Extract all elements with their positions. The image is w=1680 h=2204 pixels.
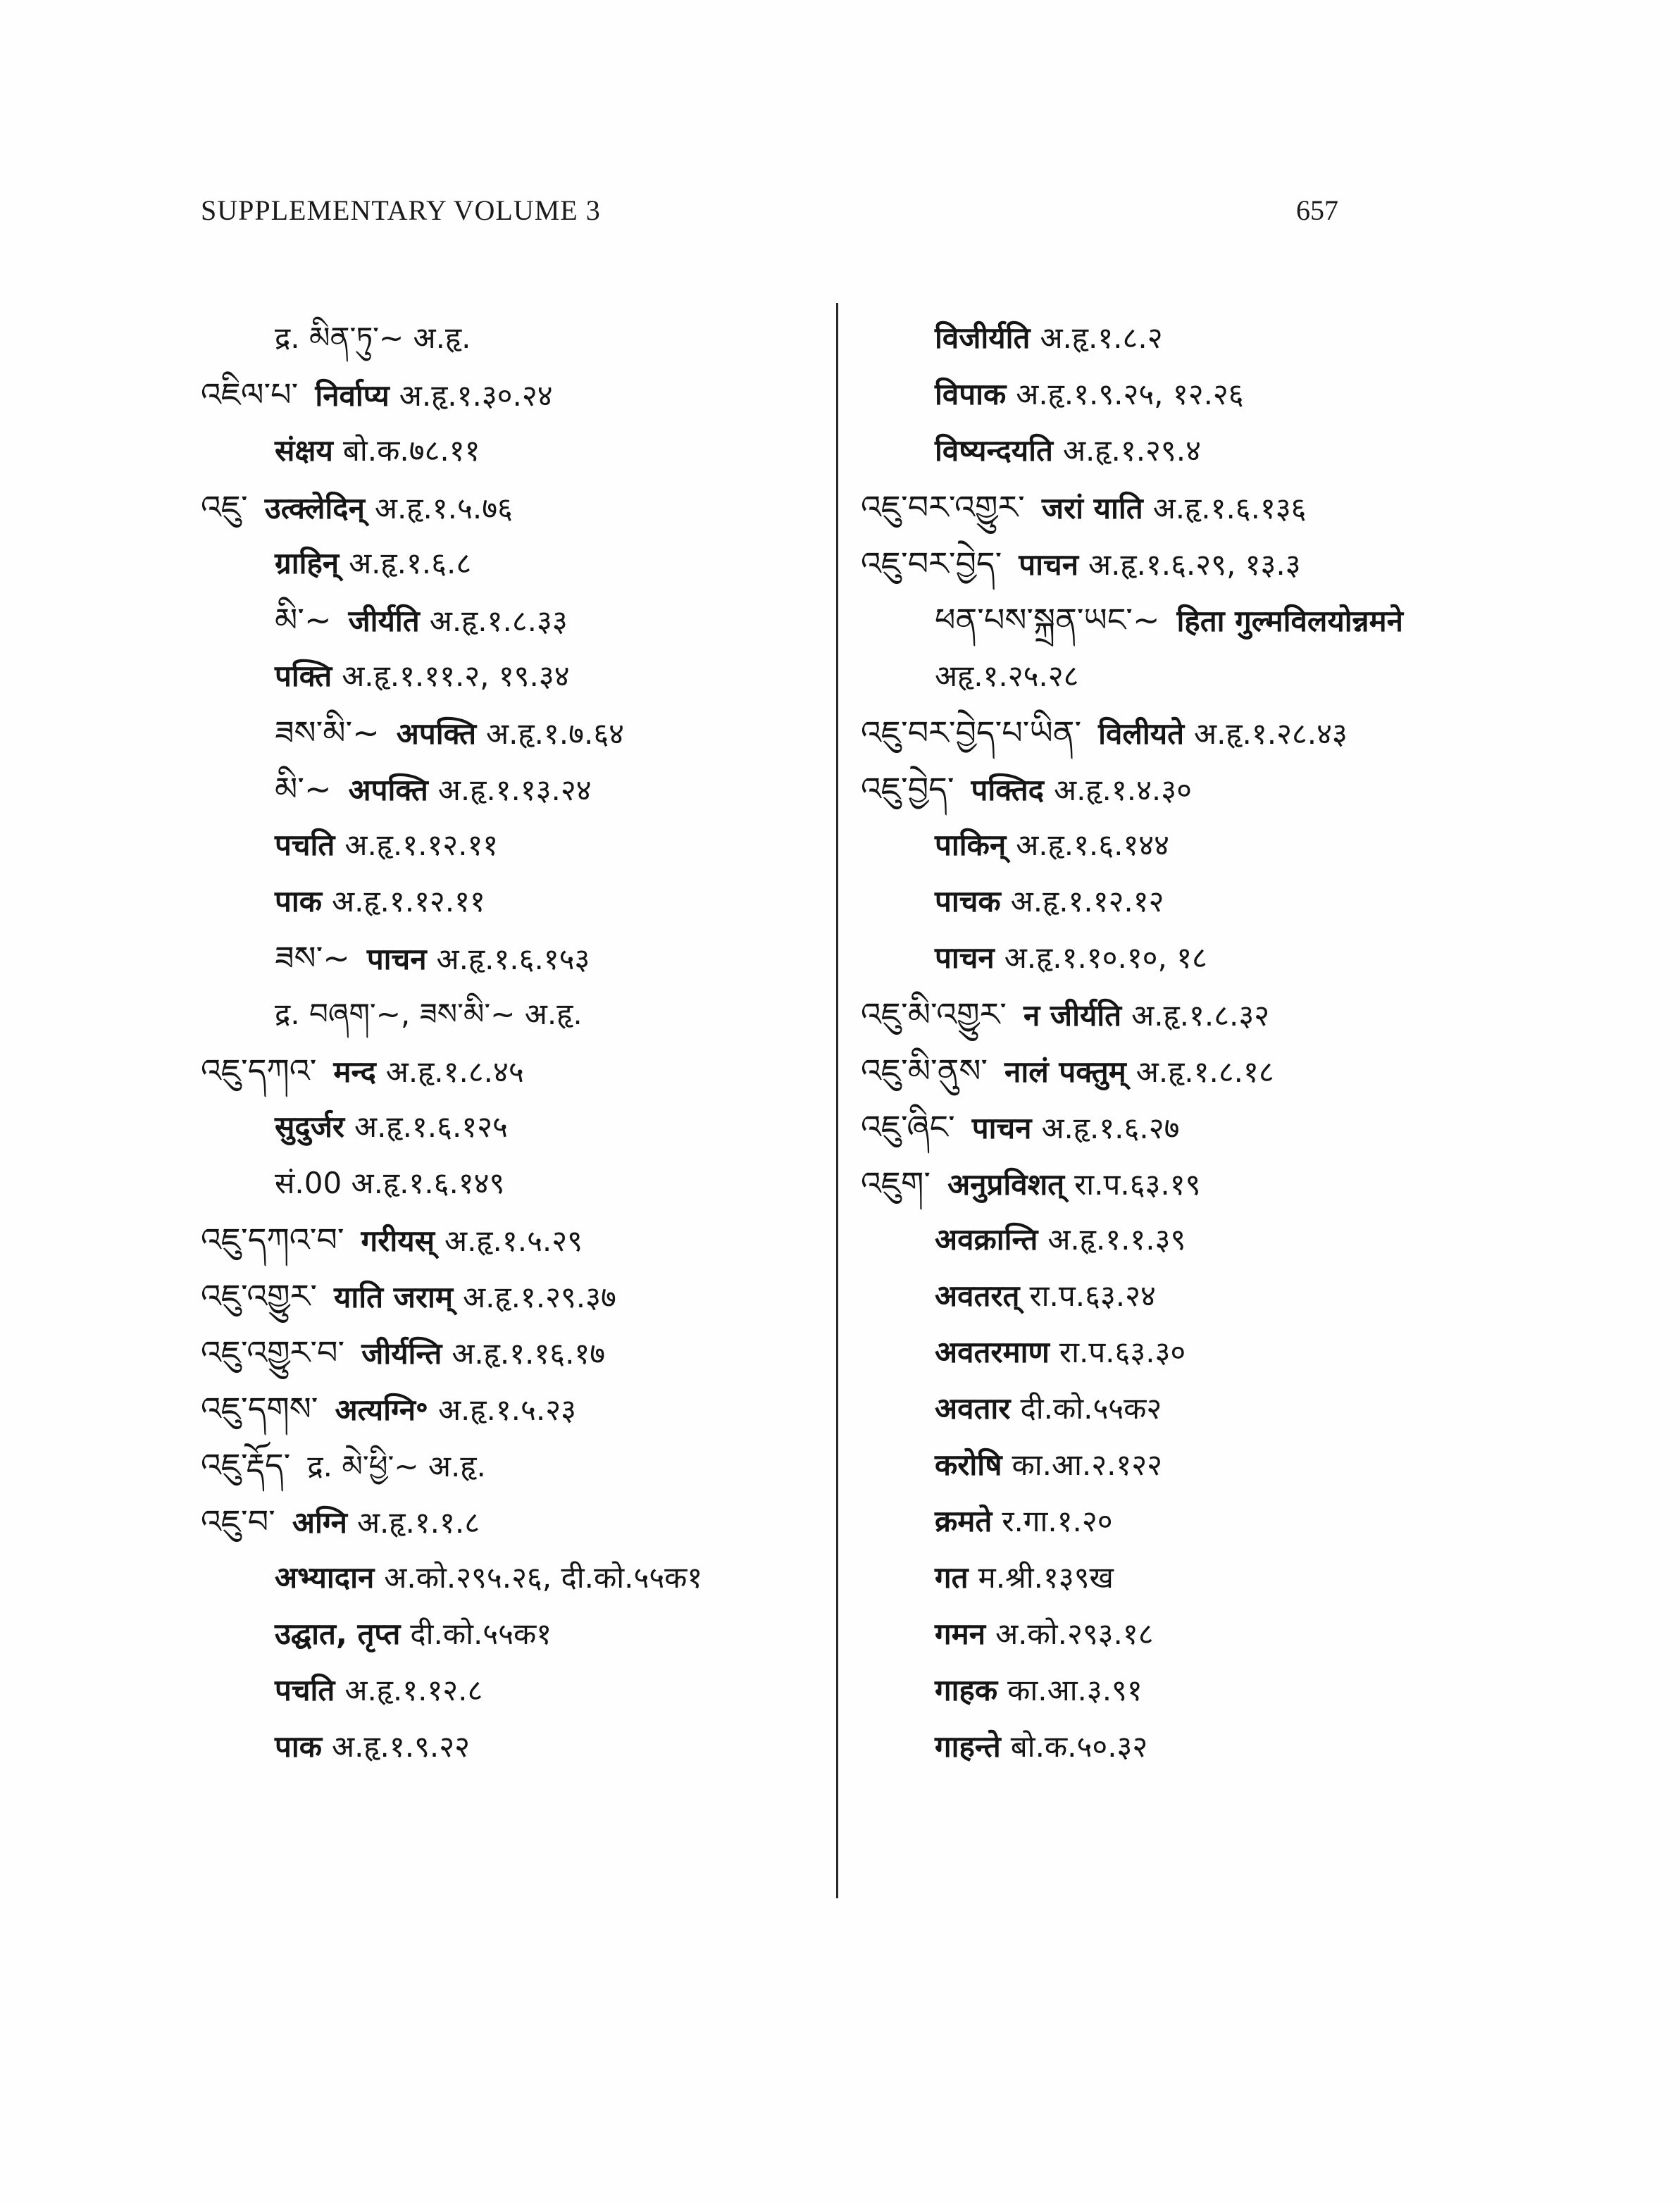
sub-entry: [201, 1662, 821, 1719]
source-reference: अ.हृ.१.५.२९: [444, 1224, 583, 1258]
sub-entry: [861, 1324, 1495, 1381]
headword-entry: [861, 986, 1495, 1042]
tibetan-term: ཕན་པས་སྐྲན་ཡང་~: [935, 601, 1160, 639]
tibetan-term: འཇུ་མི་ནུས་: [861, 1052, 988, 1090]
source-reference: अ.हृ.१.६.१५३: [436, 942, 590, 976]
tibetan-term: འཇུ་རྡོད་: [201, 1446, 291, 1484]
sanskrit-equivalent: पक्तिद: [971, 773, 1044, 807]
source-reference: अ.हृ.१.२९.३७: [463, 1280, 616, 1314]
source-reference: र.गा.१.२०: [1002, 1504, 1113, 1538]
tibetan-term: ཟས་མི་~: [275, 714, 380, 752]
tibetan-term: འཇིལ་པ་: [201, 375, 299, 413]
sanskrit-equivalent: अनुप्रविशत्: [947, 1167, 1065, 1202]
sub-entry: [861, 1268, 1495, 1324]
tibetan-term: འཇུ་བྱེད་: [861, 770, 954, 808]
sub-entry: [861, 1719, 1495, 1775]
sanskrit-equivalent: सुदुर्जर: [275, 1109, 345, 1144]
source-reference: द्र. བཞག་~, ཟས་མི་~ अ.हृ.: [275, 997, 583, 1031]
tibetan-term: འཇུ་མི་འགྱུར་: [861, 995, 1007, 1033]
sub-entry: [201, 423, 821, 479]
sanskrit-equivalent: अवतरमाण: [935, 1335, 1050, 1369]
source-reference: अ.हृ.१.१२.११: [344, 828, 499, 862]
source-reference: अ.हृ.१.१.३९: [1047, 1222, 1186, 1257]
source-reference: अ.हृ.१.६.२९, १३.३: [1088, 547, 1301, 582]
sanskrit-equivalent: विलीयते: [1098, 716, 1185, 751]
source-reference: दी.को.५५क१: [410, 1617, 552, 1651]
sub-entry: [861, 423, 1495, 479]
sanskrit-equivalent: संक्षय: [275, 433, 333, 468]
headword-entry: [201, 1493, 821, 1550]
sanskrit-equivalent: न जीर्यति: [1023, 998, 1122, 1033]
headword-entry: [861, 1042, 1495, 1099]
source-reference: अ.हृ.१.१.८: [356, 1505, 480, 1540]
sub-entry: [201, 1099, 821, 1155]
source-reference: अ.हृ.१.८.१८: [1135, 1054, 1274, 1089]
sub-entry: [201, 1155, 821, 1212]
sanskrit-equivalent: अग्नि: [292, 1505, 347, 1540]
sub-entry: [201, 704, 821, 761]
sanskrit-equivalent: पाचन: [935, 940, 995, 975]
sanskrit-equivalent: अवतार: [935, 1391, 1011, 1426]
headword-entry: [201, 1381, 821, 1437]
headword-entry: [201, 1042, 821, 1099]
source-reference: अ.हृ.१.८.३३: [429, 604, 568, 638]
source-reference: रा.प.६३.२४: [1029, 1278, 1156, 1313]
sanskrit-equivalent: पाकिन्: [935, 828, 1007, 862]
sanskrit-equivalent: निर्वाप्य: [315, 378, 390, 413]
source-reference: अ.हृ.१.३०.२४: [399, 378, 553, 413]
sanskrit-equivalent: विष्यन्दयति: [935, 433, 1053, 468]
sub-entry: [201, 817, 821, 873]
source-reference: अ.हृ.१.२८.४३: [1194, 716, 1348, 751]
sub-entry: [201, 535, 821, 592]
sanskrit-equivalent: करोषि: [935, 1447, 1002, 1482]
sub-entry: [861, 1662, 1495, 1719]
sanskrit-equivalent: गाहक: [935, 1673, 998, 1707]
page-number: 657: [1296, 194, 1338, 226]
sanskrit-equivalent: पाक: [275, 884, 322, 919]
sanskrit-equivalent: क्रमते: [935, 1504, 993, 1538]
source-reference: अ.हृ.१.४.३०: [1053, 773, 1192, 807]
sanskrit-equivalent: नालं पक्तुम्: [1004, 1054, 1126, 1089]
tibetan-term: འཇུ་བར་བྱེད་པ་ཡིན་: [861, 714, 1082, 752]
tibetan-term: ཟས་~: [275, 939, 350, 977]
headword-entry: [201, 1212, 821, 1268]
source-reference: सं.00 अ.हृ.१.६.१४९: [275, 1166, 505, 1200]
sub-entry: [201, 873, 821, 930]
tibetan-term: མི་~: [275, 601, 332, 639]
sanskrit-equivalent: पचति: [275, 1673, 335, 1707]
sub-entry: [861, 366, 1495, 423]
headword-entry: [201, 1324, 821, 1381]
tibetan-term: མི་~: [275, 770, 332, 808]
sub-entry: [201, 1719, 821, 1775]
headword-entry: [201, 366, 821, 423]
headword-entry: [201, 1268, 821, 1324]
source-reference: अ.हृ.१.६.८: [349, 546, 472, 580]
headword-entry: [861, 704, 1495, 761]
sanskrit-equivalent: गमन: [935, 1617, 986, 1651]
source-reference: अ.हृ.१.८.२: [1040, 320, 1163, 355]
sub-entry: [861, 817, 1495, 873]
left-column: [201, 310, 821, 1775]
sanskrit-equivalent: अपक्ति: [396, 716, 477, 751]
sub-entry: [861, 930, 1495, 986]
source-reference: अ.हृ.१.६.१३६: [1152, 491, 1307, 525]
source-reference: रा.प.६३.१९: [1074, 1167, 1201, 1202]
tibetan-term: འཇུ་དཀའ་བ་: [201, 1221, 344, 1259]
sanskrit-equivalent: गत: [935, 1560, 969, 1595]
sub-entry: [201, 1550, 821, 1606]
sub-entry: [201, 930, 821, 986]
source-reference: अ.हृ.१.६.१४४: [1016, 828, 1169, 862]
sub-entry: [861, 1437, 1495, 1493]
tibetan-term: འཇུ་ཞིང་: [861, 1108, 955, 1146]
headword-entry: [861, 1155, 1495, 1212]
sanskrit-equivalent: अपक्ति: [348, 773, 428, 807]
tibetan-term: འཇུ་འགྱུར་བ་: [201, 1333, 345, 1371]
source-reference: का.आ.२.१२२: [1012, 1447, 1162, 1482]
sub-entry: [201, 310, 821, 366]
sanskrit-equivalent: पाचन: [1019, 547, 1079, 582]
sanskrit-equivalent: उद्घात, तृप्त: [275, 1617, 401, 1651]
sanskrit-equivalent: जीर्यन्ति: [361, 1336, 442, 1371]
sub-entry: [201, 761, 821, 817]
sanskrit-equivalent: मन्द: [333, 1054, 376, 1089]
sanskrit-equivalent: याति जराम्: [334, 1280, 454, 1314]
source-reference: अ.हृ.१.५.७६: [374, 491, 513, 525]
sub-entry: [861, 1212, 1495, 1268]
sanskrit-equivalent: पाचक: [935, 884, 1001, 919]
source-reference: अ.हृ.१.१६.१७: [452, 1336, 606, 1371]
sub-entry: [861, 310, 1495, 366]
source-reference: रा.प.६३.३०: [1059, 1335, 1186, 1369]
source-reference: अ.हृ.१.१३.२४: [437, 773, 592, 807]
source-reference: अ.हृ.१.९.२५, १२.२६: [1016, 377, 1244, 411]
sub-entry: [201, 986, 821, 1042]
sanskrit-equivalent: गाहन्ते: [935, 1729, 1001, 1764]
headword-entry: [201, 479, 821, 535]
source-reference: अ.हृ.१.१२.८: [344, 1673, 483, 1707]
sub-entry: [201, 592, 821, 648]
sanskrit-equivalent: जरां याति: [1041, 491, 1143, 525]
sanskrit-equivalent: अभ्यादान: [275, 1560, 375, 1595]
sub-entry: [201, 648, 821, 704]
running-title: SUPPLEMENTARY VOLUME 3: [201, 194, 601, 226]
sub-entry: [861, 648, 1495, 704]
source-reference: अ.हृ.१.१०.१०, १८: [1004, 940, 1207, 975]
source-reference: अ.हृ.१.६.१२५: [354, 1109, 508, 1144]
source-reference: अ.हृ.१.१२.१२: [1010, 884, 1164, 919]
sanskrit-equivalent: पक्ति: [275, 659, 332, 693]
sub-entry: [861, 592, 1495, 648]
source-reference: द्र. མིན་ཏུ་~ अ.हृ.: [275, 320, 471, 355]
tibetan-term: འཇུ་: [201, 488, 248, 526]
sanskrit-equivalent: अत्यग्नि॰: [335, 1393, 428, 1427]
headword-entry: [861, 479, 1495, 535]
tibetan-term: འཇུ་དཀའ་: [201, 1052, 317, 1090]
tibetan-term: འཇུ་བ་: [201, 1502, 275, 1540]
tibetan-term: འཇུ་འགྱུར་: [201, 1277, 318, 1315]
sanskrit-equivalent: जीर्यति: [348, 604, 420, 638]
source-reference: का.आ.३.९१: [1007, 1673, 1143, 1707]
source-reference: अ.को.२९५.२६, दी.को.५५क१: [384, 1560, 703, 1595]
sub-entry: [201, 1606, 821, 1662]
sub-entry: [861, 1381, 1495, 1437]
tibetan-term: འཇུག་: [861, 1164, 931, 1202]
headword-entry: [201, 1437, 821, 1493]
source-reference: बो.क.७८.११: [342, 433, 480, 468]
headword-entry: [861, 761, 1495, 817]
source-reference: अ.को.२९३.१८: [995, 1617, 1154, 1651]
headword-entry: [861, 1099, 1495, 1155]
headword-entry: [861, 535, 1495, 592]
sanskrit-equivalent: पचति: [275, 828, 335, 862]
source-reference: अहृ.१.२५.२८: [935, 659, 1079, 693]
sanskrit-equivalent: विजीर्यति: [935, 320, 1031, 355]
sanskrit-equivalent: अवतरत्: [935, 1278, 1020, 1313]
sanskrit-equivalent: पाचन: [971, 1111, 1032, 1145]
source-reference: अ.हृ.१.२९.४: [1062, 433, 1201, 468]
sub-entry: [861, 873, 1495, 930]
source-reference: अ.हृ.१.५.२३: [437, 1393, 576, 1427]
source-reference: अ.हृ.१.११.२, १९.३४: [342, 659, 570, 693]
sub-entry: [861, 1493, 1495, 1550]
sub-entry: [861, 1606, 1495, 1662]
sanskrit-equivalent: पाक: [275, 1729, 322, 1764]
sanskrit-equivalent: विपाक: [935, 377, 1007, 411]
source-reference: द्र. མེ་ཕྱི་~ अ.हृ.: [307, 1449, 486, 1483]
source-reference: अ.हृ.१.९.२२: [332, 1729, 470, 1764]
sub-entry: [861, 1550, 1495, 1606]
source-reference: बो.क.५०.३२: [1010, 1729, 1148, 1764]
sanskrit-equivalent: अवक्रान्ति: [935, 1222, 1038, 1257]
right-column: [861, 310, 1495, 1775]
sanskrit-equivalent: हिता गुल्मविलयोन्नमने: [1176, 604, 1403, 638]
source-reference: दी.को.५५क२: [1020, 1391, 1162, 1426]
tibetan-term: འཇུ་དགས་: [201, 1390, 318, 1428]
tibetan-term: འཇུ་བར་འགྱུར་: [861, 488, 1025, 526]
source-reference: अ.हृ.१.१२.११: [332, 884, 485, 919]
sanskrit-equivalent: उत्क्लेदिन्: [264, 491, 365, 525]
source-reference: अ.हृ.१.७.६४: [486, 716, 624, 751]
column-divider: [836, 303, 838, 1898]
source-reference: म.श्री.१३९ख: [978, 1560, 1114, 1595]
sanskrit-equivalent: पाचन: [366, 942, 427, 976]
source-reference: अ.हृ.१.८.३२: [1131, 998, 1270, 1033]
source-reference: अ.हृ.१.६.२७: [1041, 1111, 1180, 1145]
tibetan-term: འཇུ་བར་བྱེད་: [861, 544, 1002, 583]
source-reference: अ.हृ.१.८.४५: [385, 1054, 524, 1089]
sanskrit-equivalent: ग्राहिन्: [275, 546, 340, 580]
sanskrit-equivalent: गरीयस्: [361, 1224, 435, 1258]
